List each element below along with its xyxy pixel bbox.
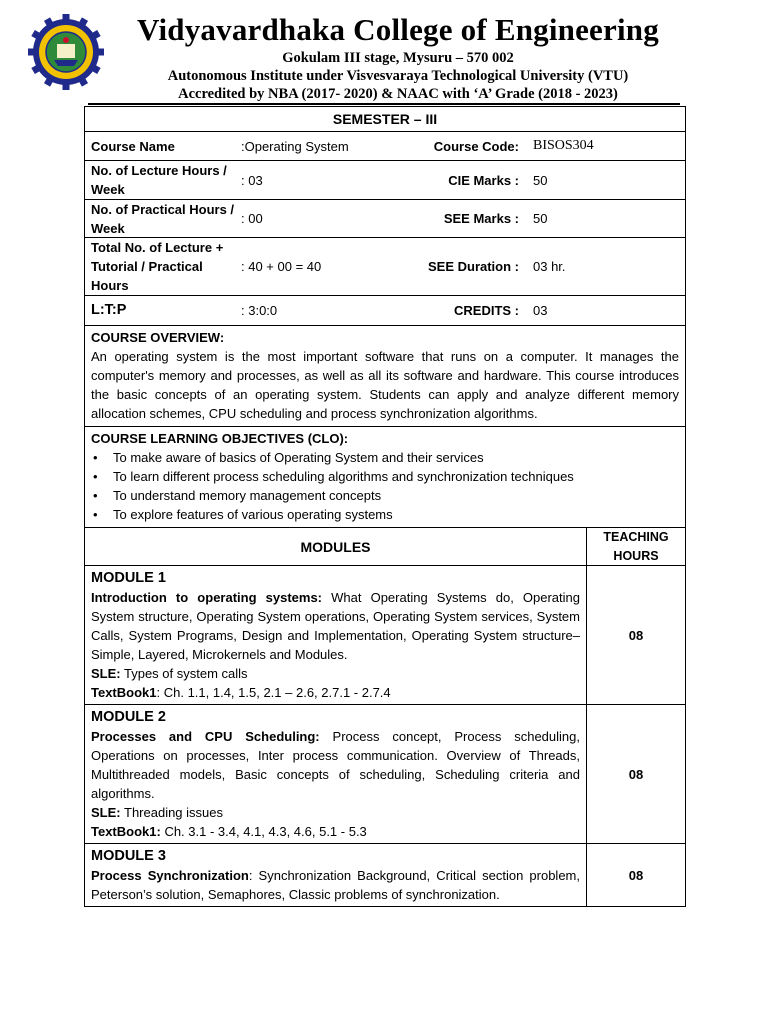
teaching-hours-heading [587, 528, 685, 565]
college-address: Gokulam III stage, Mysuru – 570 002 [282, 50, 514, 66]
clo-item: • To make aware of basics of Operating System and their services [91, 448, 679, 467]
clo-heading: COURSE LEARNING OBJECTIVES (CLO): [91, 431, 349, 446]
college-affiliation: Autonomous Institute under Visvesvaraya Technological University (VTU) [167, 68, 629, 84]
teaching-hours-heading-line2: HOURS [613, 548, 659, 563]
credits-value: 03 [533, 303, 548, 318]
see-marks-label: SEE Marks : [443, 211, 519, 226]
module-1-description [91, 588, 580, 664]
module-3-text: : Synchronization Background, Critical section problem, Peterson’s solution, Semaphores, Classic problems of synchronization. [91, 868, 580, 902]
total-hours-value: : 40 + 00 = 40 [241, 259, 322, 274]
module-1-topic: Introduction to operating systems: [91, 590, 323, 605]
clo-item: • To explore features of various operating systems [91, 505, 679, 524]
document-header [0, 0, 768, 104]
course-code-label: Course Code: [433, 138, 519, 154]
semester-heading: SEMESTER – III [332, 111, 438, 127]
module-1-sle-text: Types of system calls [120, 666, 248, 681]
module-2-textbook-refs: Ch. 3.1 - 3.4, 4.1, 4.3, 4.6, 5.1 - 5.3 [160, 824, 367, 839]
module-2-textbook-label: TextBook1: [91, 824, 161, 839]
ltp-value: : 3:0:0 [241, 303, 278, 318]
course-code-value: BISOS304 [533, 138, 594, 153]
course-overview [85, 325, 685, 426]
see-marks-value: 50 [533, 211, 548, 226]
module-1-textbook-refs: : Ch. 1.1, 1.4, 1.5, 2.1 – 2.6, 2.7.1 - 2.7.4 [156, 685, 391, 700]
module-3-content [85, 844, 587, 906]
modules-header-row [85, 527, 685, 565]
module-3-row [85, 843, 685, 906]
module-1-sle-label: SLE: [91, 666, 121, 681]
college-accreditation: Accredited by NBA (2017- 2020) & NAAC with ‘A’ Grade (2018 - 2023) [178, 86, 618, 102]
module-2-topic: Processes and CPU Scheduling: [91, 729, 320, 744]
module-1-textbook [91, 683, 580, 702]
practical-hours-label: No. of Practical Hours / Week [91, 201, 235, 236]
module-1-title: MODULE 1 [91, 570, 166, 586]
module-2-description [91, 727, 580, 803]
syllabus-table [84, 106, 686, 907]
course-row-lecture-hours [85, 160, 685, 199]
module-1-hours: 08 [628, 627, 644, 643]
course-name-value: :Operating System [241, 138, 349, 154]
module-1-content [85, 566, 587, 704]
module-1-sle [91, 664, 580, 683]
course-name-label: Course Name [91, 138, 175, 154]
total-hours-label: Total No. of Lecture + Tutorial / Practical Hours [91, 240, 224, 293]
course-overview-text: An operating system is the most important software that runs on a computer. It manages the computer's memory and processes, as well as all its software and hardware. This course introduces the basic concepts of an operating system. Students can apply and analyze different memory allocation schemes, CPU scheduling and process synchronization algorithms. [91, 349, 679, 421]
teaching-hours-heading-line1: TEACHING [603, 529, 669, 544]
course-row-practical-hours [85, 199, 685, 237]
module-2-content [85, 705, 587, 843]
module-2-sle-text: Threading issues [120, 805, 223, 820]
clo-item: • To understand memory management concepts [91, 486, 679, 505]
modules-heading: MODULES [85, 528, 587, 565]
module-3-topic: Process Synchronization [91, 868, 249, 883]
header-divider [88, 103, 680, 105]
college-seal-icon [28, 14, 104, 90]
course-row-total-hours [85, 237, 685, 295]
module-3-hours: 08 [628, 867, 644, 883]
credits-label: CREDITS : [454, 303, 519, 318]
module-2-sle [91, 803, 580, 822]
cie-marks-label: CIE Marks : [448, 172, 519, 188]
module-1-textbook-label: TextBook1 [91, 685, 157, 700]
clo-item: • To learn different process scheduling algorithms and synchronization techniques [91, 467, 679, 486]
college-name: Vidyavardhaka College of Engineering [137, 12, 659, 47]
module-2-title: MODULE 2 [91, 709, 166, 725]
module-3-title: MODULE 3 [91, 848, 166, 864]
course-objectives [85, 426, 685, 527]
lecture-hours-label: No. of Lecture Hours / Week [91, 163, 227, 197]
ltp-label: L:T:P [91, 302, 127, 318]
course-row-name [85, 131, 685, 160]
course-overview-heading: COURSE OVERVIEW: [91, 330, 225, 345]
cie-marks-value: 50 [533, 172, 548, 188]
see-duration-label: SEE Duration : [427, 259, 519, 274]
practical-hours-value: : 00 [241, 211, 263, 226]
clo-list [91, 448, 679, 524]
module-2-row [85, 704, 685, 843]
module-2-textbook [91, 822, 580, 841]
course-row-ltp [85, 295, 685, 325]
module-1-row [85, 565, 685, 704]
lecture-hours-value: : 03 [241, 172, 263, 188]
see-duration-value: 03 hr. [533, 259, 566, 274]
module-2-hours: 08 [628, 766, 644, 782]
module-2-text: Process concept, Process scheduling, Operations on processes, Inter process communication. Overview of Threads, Multithreaded models, Basic concepts of scheduling, Scheduling criteria and algorithms. [91, 729, 580, 801]
module-1-text: What Operating Systems do, Operating System structure, Operating System operations, Operating System services, System Calls, System Programs, Design and Implementation, Operating System structure– Simple, Layered, Microkernels and Modules. [91, 590, 581, 662]
module-3-description [91, 866, 580, 904]
module-2-sle-label: SLE: [91, 805, 121, 820]
